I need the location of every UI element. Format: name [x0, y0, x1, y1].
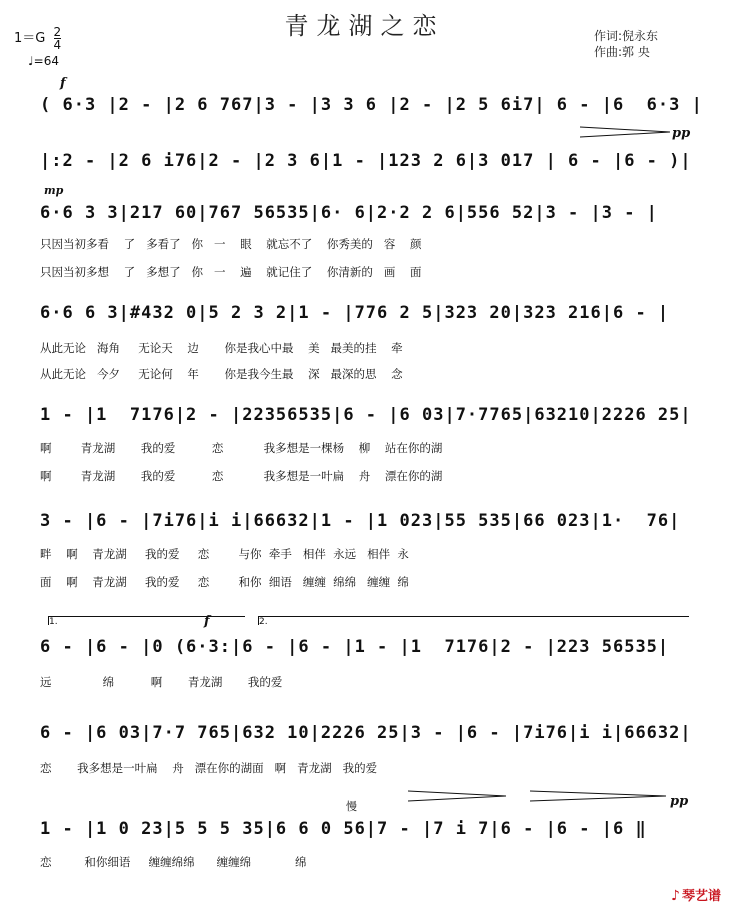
score-row-8: 6 - |6 03|7·7 765|632 10|2226 25|3 - |6 - |7i76|i i|66632| — [40, 723, 692, 743]
decrescendo-hairpin-2 — [408, 790, 508, 802]
lyric-row-3-verse-2: 只因当初多想 了 多想了 你 一 遍 就记住了 你清新的 画 面 — [40, 265, 422, 279]
volta-2-label: 2. — [259, 617, 268, 627]
score-row-1: ( 6·3 |2 - |2 6 767|3 - |3 3 6 |2 - |2 5 6i7| 6 - |6 6·3 | — [40, 95, 703, 115]
lyric-row-5-verse-2: 啊 青龙湖 我的爱 恋 我多想是一叶扁 舟 漂在你的湖 — [40, 469, 443, 483]
score-row-5: 1 - |1 7176|2 - |22356535|6 - |6 03|7·7765|63210|2226 25| — [40, 405, 692, 425]
volta-second-ending — [258, 616, 689, 625]
key-signature — [14, 26, 61, 51]
lyric-row-6-verse-1: 畔 啊 青龙湖 我的爱 恋 与你 牵手 相伴 永远 相伴 永 — [40, 547, 409, 561]
lyric-row-8: 恋 我多想是一叶扁 舟 漂在你的湖面 啊 青龙湖 我的爱 — [40, 761, 378, 775]
score-row-6: 3 - |6 - |7i76|i i|66632|1 - |1 023|55 535|66 023|1· 76| — [40, 511, 681, 531]
logo-icon: ♪ — [671, 888, 680, 904]
tempo-slow-mark: 慢 — [346, 800, 357, 813]
score-row-7: 6 - |6 - |0 (6·3:|6 - |6 - |1 - |1 7176|2 - |223 56535| — [40, 637, 670, 657]
decrescendo-hairpin-3 — [530, 790, 668, 802]
key-label: 1＝G — [14, 31, 46, 46]
dynamic-f-2: f — [204, 614, 210, 629]
dynamic-pp-2: pp — [670, 794, 689, 809]
dynamic-f-1: f — [60, 76, 66, 91]
lyric-row-3-verse-1: 只因当初多看 了 多看了 你 一 眼 就忘不了 你秀美的 容 颜 — [40, 237, 422, 251]
time-top: 2 — [53, 25, 62, 39]
lyric-row-9: 恋 和你细语 缠缠绵绵 缠缠绵 绵 — [40, 855, 307, 869]
tempo-mark: ♩=64 — [28, 54, 59, 68]
lyricist-credit: 作词:倪永东 — [594, 29, 659, 43]
volta-first-ending — [48, 616, 245, 625]
score-row-2: |:2 - |2 6 i76|2 - |2 3 6|1 - |123 2 6|3 017 | 6 - |6 - )| — [40, 151, 692, 171]
lyric-row-6-verse-2: 面 啊 青龙湖 我的爱 恋 和你 细语 缠缠 绵绵 缠缠 绵 — [40, 575, 409, 589]
score-row-3: 6·6 3 3|217 60|767 56535|6· 6|2·2 2 6|556 52|3 - |3 - | — [40, 203, 658, 223]
lyric-row-7: 远 绵 啊 青龙湖 我的爱 — [40, 675, 283, 689]
watermark-logo — [671, 885, 721, 904]
decrescendo-hairpin-1 — [580, 126, 672, 138]
watermark-text: 琴艺谱 — [681, 889, 721, 904]
score-row-4: 6·6 6 3|#432 0|5 2 3 2|1 - |776 2 5|323 20|323 216|6 - | — [40, 303, 670, 323]
dynamic-mp: mp — [44, 184, 64, 197]
dynamic-pp-1: pp — [672, 126, 691, 141]
volta-1-label: 1. — [49, 617, 58, 627]
song-title: 青龙湖之恋 — [284, 12, 445, 40]
lyric-row-4-verse-2: 从此无论 今夕 无论何 年 你是我今生最 深 最深的思 念 — [40, 367, 403, 381]
time-bottom: 4 — [53, 38, 62, 52]
lyric-row-5-verse-1: 啊 青龙湖 我的爱 恋 我多想是一棵杨 柳 站在你的湖 — [40, 441, 443, 455]
score-row-9: 1 - |1 0 23|5 5 5 35|6 6 0 56|7 - |7 i 7|6 - |6 - |6 ‖ — [40, 819, 647, 839]
lyric-row-4-verse-1: 从此无论 海角 无论天 边 你是我心中最 美 最美的挂 牵 — [40, 341, 403, 355]
composer-credit: 作曲:郭 央 — [594, 45, 650, 59]
